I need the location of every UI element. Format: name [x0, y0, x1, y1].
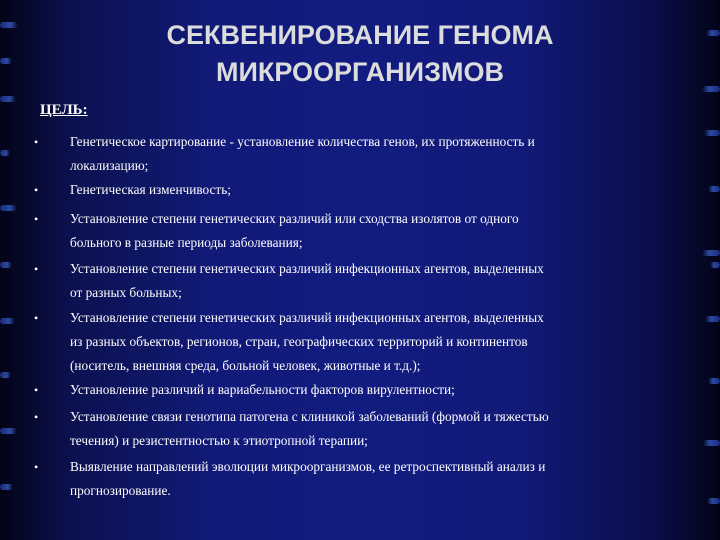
list-item-text: Генетическое картирование - установление количества генов, их протяженность и локализацию;: [70, 134, 535, 173]
bullet-icon: •: [34, 212, 39, 226]
list-item-text: Генетическая изменчивость;: [70, 182, 231, 197]
bullet-icon: •: [34, 135, 39, 149]
list-item-text: Установление связи генотипа патогена с клиникой заболеваний (формой и тяжестью течения) и резистентностью к этиотропной терапии;: [70, 409, 549, 448]
bullet-icon: •: [34, 410, 39, 424]
right-decorative-stripes: [700, 0, 720, 540]
bullet-icon: •: [34, 383, 39, 397]
bullet-icon: •: [34, 262, 39, 276]
left-decorative-stripes: [0, 0, 20, 540]
list-item-text: Выявление направлений эволюции микроорганизмов, ее ретроспективный анализ и прогнозирование.: [70, 459, 546, 498]
list-item-text: Установление степени генетических различий инфекционных агентов, выделенных от разных больных;: [70, 261, 544, 300]
bullet-icon: •: [34, 183, 39, 197]
slide-title-line-2: МИКРООРГАНИЗМОВ: [216, 57, 504, 87]
list-item-text: Установление степени генетических различий или сходства изолятов от одного больного в разные периоды заболевания;: [70, 211, 519, 250]
bullet-icon: •: [34, 460, 39, 474]
slide-title-line-1: СЕКВЕНИРОВАНИЕ ГЕНОМА: [166, 20, 554, 50]
bullet-icon: •: [34, 311, 39, 325]
list-item-text: Установление различий и вариабельности факторов вирулентности;: [70, 382, 455, 397]
goal-label: ЦЕЛЬ:: [40, 102, 88, 118]
list-item-text: Установление степени генетических различий инфекционных агентов, выделенных из разных объектов, регионов, стран, географических территорий и континентов (носитель, внешняя среда, больной человек, животные и т.д.);: [70, 310, 544, 373]
